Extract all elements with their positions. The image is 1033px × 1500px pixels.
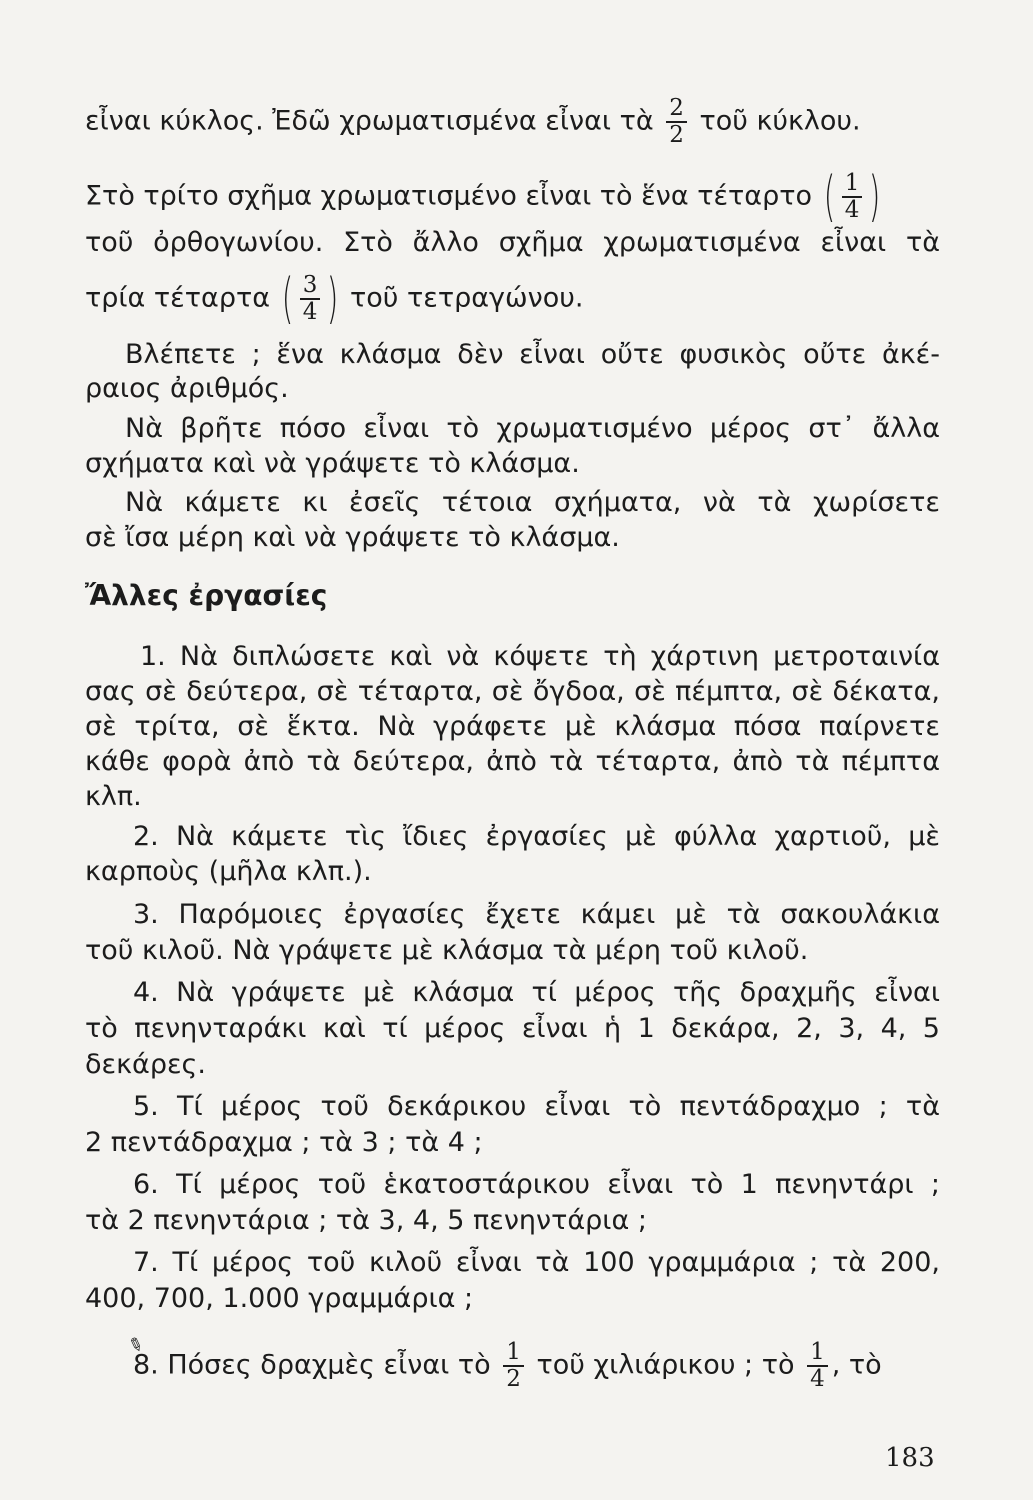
page-number: 183 — [885, 1443, 935, 1473]
text-line-5: Βλέπετε ; ἕνα κλάσμα δὲν εἶναι οὔτε φυσικὸς οὔτε ἀκέ- — [125, 339, 940, 370]
right-paren: ) — [869, 165, 881, 228]
fraction-two-halves — [666, 96, 687, 148]
text-line-7: Νὰ βρῆτε πόσο εἶναι τὸ χρωματισμένο μέρος στ᾽ ἄλλα — [125, 413, 940, 444]
text-line-4 — [85, 267, 940, 330]
fraction-one-half — [503, 1340, 524, 1392]
text-segment: τοῦ κύκλου. — [699, 105, 861, 137]
fraction-three-quarters — [300, 273, 321, 325]
text-segment: Στὸ τρίτο σχῆμα χρωματισμένο εἶναι τὸ ἕνα τέταρτο — [85, 180, 813, 212]
item-5-line-1: 5. Τί μέρος τοῦ δεκάρικου εἶναι τὸ πεντάδραχμο ; τὰ — [133, 1091, 940, 1122]
item-3-line-2: τοῦ κιλοῦ. Νὰ γράψετε μὲ κλάσμα τὰ μέρη τοῦ κιλοῦ. — [85, 935, 809, 966]
text-segment: τρία τέταρτα — [85, 282, 271, 314]
text-segment: 8. Πόσες δραχμὲς εἶναι τὸ — [133, 1349, 491, 1381]
fraction-numerator: 3 — [302, 272, 318, 298]
fraction-denominator: 4 — [842, 196, 863, 223]
item-8-line-1 — [133, 1340, 940, 1392]
text-line-1 — [85, 96, 940, 148]
left-paren: ( — [281, 267, 293, 330]
item-1-line-2: σας σὲ δεύτερα, σὲ τέταρτα, σὲ ὄγδοα, σὲ πέμπτα, σὲ δέκατα, — [85, 676, 940, 707]
item-6-line-1: 6. Τί μέρος τοῦ ἑκατοστάρικου εἶναι τὸ 1 πενηντάρι ; — [133, 1169, 940, 1200]
text-line-8: σχήματα καὶ νὰ γράψετε τὸ κλάσμα. — [85, 448, 580, 479]
text-line-3: τοῦ ὀρθογωνίου. Στὸ ἄλλο σχῆμα χρωματισμένα εἶναι τὰ — [85, 227, 940, 258]
text-segment: τοῦ χιλιάρικου ; τὸ — [536, 1349, 795, 1381]
stray-mark: ✎ — [124, 1333, 147, 1358]
fraction-denominator: 4 — [300, 298, 321, 325]
item-5-line-2: 2 πεντάδραχμα ; τὰ 3 ; τὰ 4 ; — [85, 1127, 483, 1158]
item-4-line-1: 4. Νὰ γράψετε μὲ κλάσμα τί μέρος τῆς δραχμῆς εἶναι — [133, 977, 940, 1008]
item-4-line-2: τὸ πενηνταράκι καὶ τί μέρος εἶναι ἡ 1 δεκάρα, 2, 3, 4, 5 — [85, 1013, 940, 1044]
fraction-one-quarter — [842, 171, 863, 223]
item-6-line-2: τὰ 2 πενηντάρια ; τὰ 3, 4, 5 πενηντάρια ; — [85, 1205, 647, 1236]
text-line-2 — [85, 165, 940, 228]
fraction-numerator: 1 — [810, 1339, 825, 1365]
item-1-line-5: κλπ. — [85, 781, 142, 812]
fraction-denominator: 2 — [666, 121, 687, 148]
fraction-denominator: 2 — [503, 1365, 524, 1392]
fraction-numerator: 2 — [669, 95, 684, 121]
item-1-line-4: κάθε φορὰ ἀπὸ τὰ δεύτερα, ἀπὸ τὰ τέταρτα, ἀπὸ τὰ πέμπτα — [85, 746, 940, 777]
text-line-9: Νὰ κάμετε κι ἐσεῖς τέτοια σχήματα, νὰ τὰ χωρίσετε — [125, 487, 940, 518]
item-7-line-1: 7. Τί μέρος τοῦ κιλοῦ εἶναι τὰ 100 γραμμάρια ; τὰ 200, — [133, 1247, 940, 1278]
item-3-line-1: 3. Παρόμοιες ἐργασίες ἔχετε κάμει μὲ τὰ σακουλάκια — [133, 899, 940, 930]
text-segment: τοῦ τετραγώνου. — [350, 282, 584, 314]
item-4-line-3: δεκάρες. — [85, 1049, 206, 1080]
fraction-denominator: 4 — [807, 1365, 828, 1392]
text-line-6: ραιος ἀριθμός. — [85, 373, 289, 404]
item-1-line-3: σὲ τρίτα, σὲ ἕκτα. Νὰ γράφετε μὲ κλάσμα πόσα παίρνετε — [85, 711, 940, 742]
fraction-one-quarter — [807, 1340, 828, 1392]
left-paren: ( — [823, 165, 835, 228]
text-segment: εἶναι κύκλος. Ἐδῶ χρωματισμένα εἶναι τὰ — [85, 105, 654, 137]
item-2-line-2: καρποὺς (μῆλα κλπ.). — [85, 856, 372, 887]
section-heading: Ἄλλες ἐργασίες — [85, 579, 328, 612]
item-2-line-1: 2. Νὰ κάμετε τὶς ἴδιες ἐργασίες μὲ φύλλα χαρτιοῦ, μὲ — [133, 821, 940, 852]
fraction-numerator: 1 — [506, 1339, 521, 1365]
text-line-10: σὲ ἴσα μέρη καὶ νὰ γράψετε τὸ κλάσμα. — [85, 522, 620, 553]
right-paren: ) — [327, 267, 339, 330]
item-1-line-1: 1. Νὰ διπλώσετε καὶ νὰ κόψετε τὴ χάρτινη μετροταινία — [140, 641, 940, 672]
text-segment: , τὸ — [831, 1349, 882, 1381]
item-7-line-2: 400, 700, 1.000 γραμμάρια ; — [85, 1283, 474, 1314]
fraction-numerator: 1 — [844, 170, 860, 196]
